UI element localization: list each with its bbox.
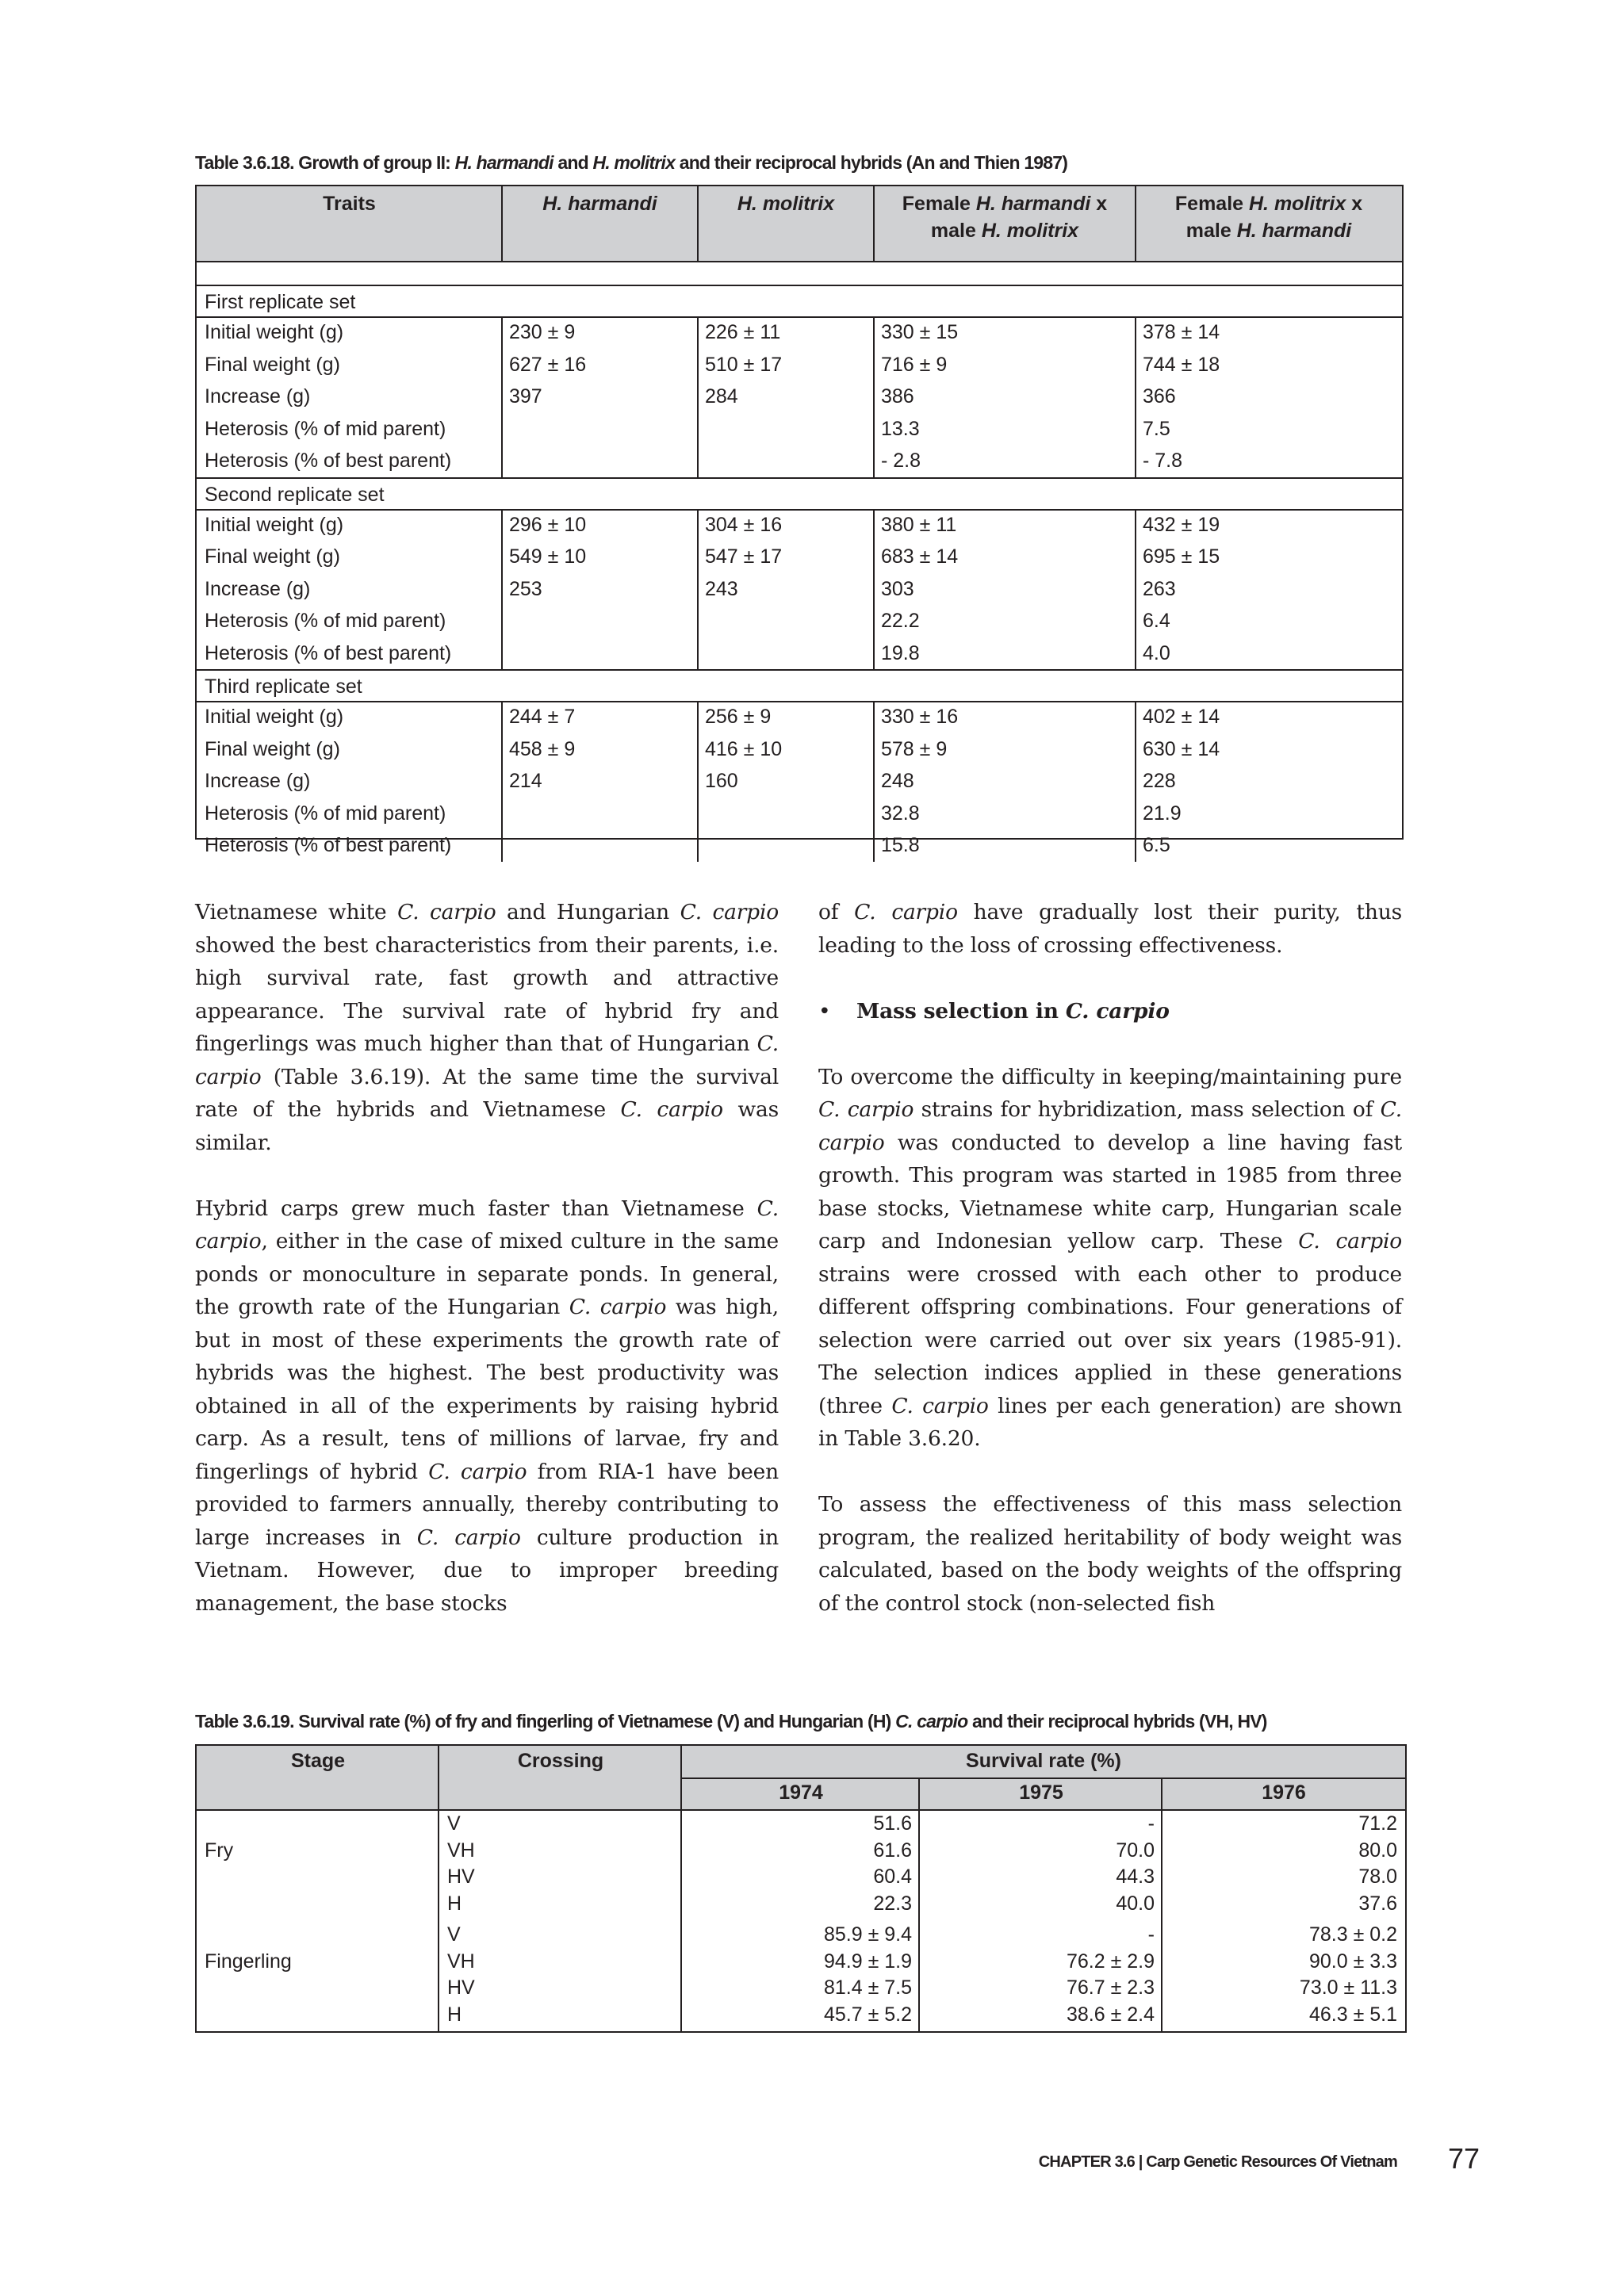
trait-cell: Initial weight (g) <box>205 706 344 728</box>
crossing-cell: H <box>447 2003 462 2026</box>
section-header <box>197 285 1402 313</box>
section-title: First replicate set <box>205 291 356 313</box>
value-cell: 549 ± 10 <box>509 545 587 568</box>
trait-cell: Final weight (g) <box>205 545 340 568</box>
header-stage: Stage <box>290 1750 346 1772</box>
value-cell: 397 <box>509 385 542 408</box>
crossing-cell: V <box>447 1812 461 1835</box>
survival-value: 70.0 <box>1116 1839 1155 1862</box>
value-cell: 160 <box>705 770 738 792</box>
survival-value: 60.4 <box>873 1866 912 1888</box>
table-row <box>197 445 1402 477</box>
trait-cell: Heterosis (% of mid parent) <box>205 802 446 825</box>
value-cell: 547 ± 17 <box>705 545 783 568</box>
value-cell: 380 ± 11 <box>881 513 957 536</box>
survival-value: 94.9 ± 1.9 <box>823 1950 912 1973</box>
table-row <box>197 701 1402 733</box>
table1-header <box>197 186 1402 262</box>
value-cell: 15.8 <box>881 834 920 856</box>
trait-cell: Heterosis (% of mid parent) <box>205 417 446 440</box>
left-column <box>195 896 779 1620</box>
value-cell: 386 <box>881 385 914 408</box>
survival-value: 38.6 ± 2.4 <box>1066 2003 1155 2026</box>
value-cell: 330 ± 15 <box>881 321 959 343</box>
value-cell: 243 <box>705 577 738 600</box>
value-cell: 416 ± 10 <box>705 737 783 760</box>
value-cell: 303 <box>881 577 914 600</box>
survival-value: 44.3 <box>1116 1866 1155 1888</box>
right-paragraph-3: To assess the effectiveness of this mass selection program, the realized heritability of body weight was calculated, based on the body weights of the offspring of the control stock (non-selected fish <box>818 1492 1402 1616</box>
survival-value: 51.6 <box>873 1812 912 1835</box>
table-row <box>197 349 1402 381</box>
value-cell: 4.0 <box>1143 641 1170 664</box>
table-row <box>197 381 1402 413</box>
value-cell: 230 ± 9 <box>509 321 576 343</box>
value-cell: 695 ± 15 <box>1143 545 1220 568</box>
header-female-molitrix: Female H. molitrix x male H. harmandi <box>1174 193 1363 242</box>
survival-value: 80.0 <box>1358 1839 1397 1862</box>
section-title: Third replicate set <box>205 675 362 698</box>
survival-value: 71.2 <box>1358 1812 1397 1835</box>
header-crossing: Crossing <box>517 1750 604 1772</box>
value-cell: 578 ± 9 <box>881 737 948 760</box>
value-cell: 510 ± 17 <box>705 353 783 376</box>
value-cell: 226 ± 11 <box>705 321 781 343</box>
value-cell: 6.5 <box>1143 834 1170 856</box>
header-h-molitrix: H. molitrix <box>737 193 835 215</box>
table-row <box>197 733 1402 766</box>
survival-value: 76.2 ± 2.9 <box>1066 1950 1155 1973</box>
mass-selection-heading: • Mass selection in C. carpio <box>818 995 1402 1028</box>
value-cell: 366 <box>1143 385 1176 408</box>
crossing-cell: V <box>447 1923 461 1946</box>
survival-value: 40.0 <box>1116 1892 1155 1915</box>
value-cell: 7.5 <box>1143 417 1170 440</box>
left-paragraph-1: Vietnamese white C. carpio and Hungarian C. carpio showed the best characteristics from their parents, i.e. high survival rate, fast growth and attractive appearance. The survival rate of hybrid fry and fingerlings was much higher than that of Hungarian C. carpio (Table 3.6.19). At the same time the survival rate of the hybrids and Vietnamese C. carpio was similar. <box>195 900 779 1155</box>
value-cell: 253 <box>509 577 542 600</box>
survival-value: 73.0 ± 11.3 <box>1299 1976 1397 1999</box>
table-row <box>197 798 1402 830</box>
table-row <box>197 829 1402 862</box>
value-cell: 304 ± 16 <box>705 513 783 536</box>
survival-value: - <box>1147 1812 1155 1835</box>
survival-value: 45.7 ± 5.2 <box>823 2003 912 2026</box>
survival-value: 85.9 ± 9.4 <box>823 1923 912 1946</box>
table2-caption: Table 3.6.19. Survival rate (%) of fry and fingerling of Vietnamese (V) and Hungarian (H) C. carpio and their reciprocal hybrids (VH, HV) <box>195 1711 1267 1732</box>
value-cell: 256 ± 9 <box>705 706 772 728</box>
table-row <box>197 637 1402 670</box>
trait-cell: Initial weight (g) <box>205 321 344 343</box>
chapter-footer: CHAPTER 3.6 | Carp Genetic Resources Of Vietnam <box>1038 2153 1397 2171</box>
crossing-cell: HV <box>447 1866 475 1888</box>
trait-cell: Final weight (g) <box>205 353 340 376</box>
right-paragraph-2: To overcome the difficulty in keeping/maintaining pure C. carpio strains for hybridization, mass selection of C. carpio was conducted to develop a line having fast growth. This program was started in 1985 from three base stocks, Vietnamese white carp, Hungarian scale carp and Indonesian yellow carp. These C. carpio strains were crossed with each other to produce different offspring combinations. Four generations of selection were carried out over six years (1985-91). The selection indices applied in these generations (three C. carpio lines per each generation) are shown in Table 3.6.20. <box>818 1064 1402 1451</box>
value-cell: 402 ± 14 <box>1143 706 1220 728</box>
trait-cell: Heterosis (% of best parent) <box>205 641 452 664</box>
trait-cell: Heterosis (% of best parent) <box>205 834 452 856</box>
bullet-icon: • <box>818 998 831 1024</box>
header-year-1976: 1976 <box>1262 1781 1306 1804</box>
value-cell: 22.2 <box>881 610 920 632</box>
header-year-1975: 1975 <box>1019 1781 1063 1804</box>
value-cell: 214 <box>509 770 542 792</box>
table-row <box>197 413 1402 446</box>
survival-value: 90.0 ± 3.3 <box>1308 1950 1397 1973</box>
stage-label: Fry <box>205 1839 234 1862</box>
value-cell: 6.4 <box>1143 610 1170 632</box>
table-row <box>197 316 1402 349</box>
table-row <box>197 573 1402 606</box>
value-cell: 458 ± 9 <box>509 737 576 760</box>
value-cell: - 2.8 <box>881 450 921 472</box>
value-cell: - 7.8 <box>1143 450 1183 472</box>
right-column <box>818 896 1402 1620</box>
right-paragraph-1: of C. carpio have gradually lost their purity, thus leading to the loss of crossing effectiveness. <box>818 900 1402 958</box>
header-survival-rate: Survival rate (%) <box>966 1750 1121 1772</box>
trait-cell: Initial weight (g) <box>205 513 344 536</box>
survival-value: 46.3 ± 5.1 <box>1308 2003 1397 2026</box>
survival-value: 22.3 <box>873 1892 912 1915</box>
crossing-cell: VH <box>447 1839 475 1862</box>
survival-value: 37.6 <box>1358 1892 1397 1915</box>
crossing-cell: HV <box>447 1976 475 1999</box>
value-cell: 330 ± 16 <box>881 706 959 728</box>
value-cell: 263 <box>1143 577 1176 600</box>
header-female-harmandi: Female H. harmandi x male H. molitrix <box>902 193 1108 242</box>
value-cell: 378 ± 14 <box>1143 321 1220 343</box>
trait-cell: Increase (g) <box>205 385 311 408</box>
value-cell: 248 <box>881 770 914 792</box>
crossing-cell: VH <box>447 1950 475 1973</box>
trait-cell: Increase (g) <box>205 770 311 792</box>
section-header <box>197 669 1402 698</box>
value-cell: 19.8 <box>881 641 920 664</box>
value-cell: 716 ± 9 <box>881 353 948 376</box>
value-cell: 627 ± 16 <box>509 353 587 376</box>
value-cell: 432 ± 19 <box>1143 513 1220 536</box>
table-row <box>197 541 1402 573</box>
value-cell: 284 <box>705 385 738 408</box>
survival-value: 76.7 ± 2.3 <box>1066 1976 1155 1999</box>
value-cell: 21.9 <box>1143 802 1182 825</box>
table-row <box>197 509 1402 541</box>
trait-cell: Final weight (g) <box>205 737 340 760</box>
value-cell: 683 ± 14 <box>881 545 959 568</box>
trait-cell: Heterosis (% of best parent) <box>205 450 452 472</box>
value-cell: 32.8 <box>881 802 920 825</box>
header-h-harmandi: H. harmandi <box>542 193 657 215</box>
value-cell: 13.3 <box>881 417 920 440</box>
table1-caption: Table 3.6.18. Growth of group II: H. harmandi and H. molitrix and their reciprocal hybrids (An and Thien 1987) <box>195 152 1068 173</box>
survival-value: 61.6 <box>873 1839 912 1862</box>
survival-value: 81.4 ± 7.5 <box>823 1976 912 1999</box>
section-title: Second replicate set <box>205 483 385 506</box>
value-cell: 630 ± 14 <box>1143 737 1220 760</box>
page-number: 77 <box>1448 2142 1480 2175</box>
survival-value: 78.3 ± 0.2 <box>1308 1923 1397 1946</box>
value-cell: 244 ± 7 <box>509 706 576 728</box>
left-paragraph-2: Hybrid carps grew much faster than Vietnamese C. carpio, either in the case of mixed culture in the same ponds or monoculture in separate ponds. In general, the growth rate of the Hungarian C. carpio was high, but in most of these experiments the growth rate of hybrids was the highest. The best productivity was obtained in all of the experiments by raising hybrid carp. As a result, tens of millions of larvae, fry and fingerlings of hybrid C. carpio from RIA-1 have been provided to farmers annually, thereby contributing to large increases in C. carpio culture production in Vietnam. However, due to improper breeding management, the base stocks <box>195 1196 779 1616</box>
value-cell: 228 <box>1143 770 1176 792</box>
trait-cell: Heterosis (% of mid parent) <box>205 610 446 632</box>
header-traits: Traits <box>323 193 376 215</box>
trait-cell: Increase (g) <box>205 577 311 600</box>
header-year-1974: 1974 <box>779 1781 823 1804</box>
survival-value: - <box>1147 1923 1155 1946</box>
value-cell: 744 ± 18 <box>1143 353 1220 376</box>
stage-label: Fingerling <box>205 1950 292 1973</box>
table1 <box>195 185 1404 856</box>
value-cell: 296 ± 10 <box>509 513 587 536</box>
table2 <box>195 1744 1407 2033</box>
table-row <box>197 765 1402 798</box>
crossing-cell: H <box>447 1892 462 1915</box>
section-header <box>197 477 1402 506</box>
survival-value: 78.0 <box>1358 1866 1397 1888</box>
table-row <box>197 605 1402 637</box>
